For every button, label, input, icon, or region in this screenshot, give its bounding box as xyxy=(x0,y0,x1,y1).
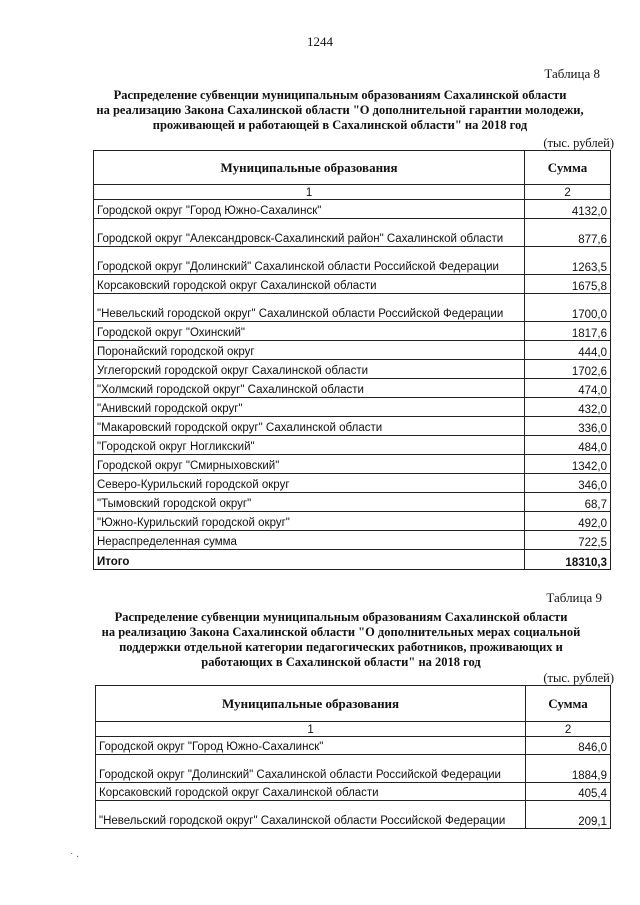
table8-row-value: 346,0 xyxy=(525,474,611,493)
table8-row-value: 336,0 xyxy=(525,417,611,436)
table8-row-name: "Южно-Курильский городской округ" xyxy=(94,512,525,531)
table8-row-name: "Городской округ Ногликский" xyxy=(94,436,525,455)
table9-heading-line-4: работающих в Сахалинской области" на 2018 год xyxy=(201,655,481,669)
table9-heading-line-3: поддержки отдельной категории педагогических работников, проживающих и xyxy=(119,640,563,654)
table8-row xyxy=(94,455,611,474)
table9 xyxy=(95,685,611,829)
table8-heading-line-1: Распределение субвенции муниципальным образованиям Сахалинской области xyxy=(113,88,567,102)
table8-col-number-1: 1 xyxy=(94,185,525,200)
table8-row xyxy=(94,275,611,294)
table8-total-label: Итого xyxy=(94,550,525,570)
table8-row-name: Корсаковский городской округ Сахалинской области xyxy=(94,275,525,294)
table8-row-value: 492,0 xyxy=(525,512,611,531)
table8-row-name: Углегорский городской округ Сахалинской области xyxy=(94,360,525,379)
table9-heading-line-2: на реализацию Закона Сахалинской области "О дополнительных мерах социальной xyxy=(101,625,581,639)
table8-row-name: Городской округ "Долинский" Сахалинской области Российской Федерации xyxy=(94,247,525,275)
table8-row xyxy=(94,341,611,360)
scan-mark: ˙ · xyxy=(70,852,80,863)
table8-row-name: "Анивский городской округ" xyxy=(94,398,525,417)
table9-row-value: 1884,9 xyxy=(526,755,611,783)
table8-label: Таблица 8 xyxy=(544,66,600,81)
table8-row-name: Поронайский городской округ xyxy=(94,341,525,360)
table9-row-value: 405,4 xyxy=(526,783,611,801)
table8-row-value: 1817,6 xyxy=(525,322,611,341)
table8-col-name-header: Муниципальные образования xyxy=(94,151,525,185)
table8-row xyxy=(94,247,611,275)
table8-row-value: 1675,8 xyxy=(525,275,611,294)
table8-col-sum-header: Сумма xyxy=(525,151,611,185)
table8-row-value: 474,0 xyxy=(525,379,611,398)
table9-row-name: Городской округ "Долинский" Сахалинской области Российской Федерации xyxy=(96,755,526,783)
table9-unit: (тыс. рублей) xyxy=(543,671,614,685)
table9-col-name-header: Муниципальные образования xyxy=(96,686,526,722)
table9-row-value: 846,0 xyxy=(526,737,611,755)
table8-row-value: 432,0 xyxy=(525,398,611,417)
table9-row xyxy=(96,755,611,783)
table8-row-value: 444,0 xyxy=(525,341,611,360)
table8-row-name: "Макаровский городской округ" Сахалинской области xyxy=(94,417,525,436)
table8-row xyxy=(94,200,611,219)
table9-col-number-2: 2 xyxy=(526,722,611,737)
table9-row xyxy=(96,737,611,755)
table8-row-name: Городской округ "Город Южно-Сахалинск" xyxy=(94,200,525,219)
table8-row-value: 1702,6 xyxy=(525,360,611,379)
table9-col-number-1: 1 xyxy=(96,722,526,737)
table8-row-name: Городской округ "Александровск-Сахалинский район" Сахалинской области xyxy=(94,219,525,247)
table8 xyxy=(93,150,611,570)
table8-heading-line-2: на реализацию Закона Сахалинской области "О дополнительной гарантии молодежи, xyxy=(96,103,584,117)
table8-heading xyxy=(80,88,600,133)
table8-row xyxy=(94,436,611,455)
table8-row xyxy=(94,360,611,379)
table8-row-name: Городской округ "Охинский" xyxy=(94,322,525,341)
table8-row-value: 484,0 xyxy=(525,436,611,455)
table9-label: Таблица 9 xyxy=(546,590,602,605)
table9-heading xyxy=(80,610,602,670)
table8-row-value: 1263,5 xyxy=(525,247,611,275)
table8-row xyxy=(94,379,611,398)
table9-row xyxy=(96,783,611,801)
table8-row-value: 877,6 xyxy=(525,219,611,247)
table8-row-value: 1342,0 xyxy=(525,455,611,474)
page-number: 1244 xyxy=(307,34,333,49)
table8-row-value: 1700,0 xyxy=(525,294,611,322)
table8-row xyxy=(94,474,611,493)
table8-row xyxy=(94,398,611,417)
table8-row xyxy=(94,531,611,550)
table8-row-name: Городской округ "Смирныховский" xyxy=(94,455,525,474)
table8-total-value: 18310,3 xyxy=(525,550,611,570)
table8-col-number-2: 2 xyxy=(525,185,611,200)
table8-row-name: "Холмский городской округ" Сахалинской области xyxy=(94,379,525,398)
table8-row-name: "Невельский городской округ" Сахалинской области Российской Федерации xyxy=(94,294,525,322)
table8-row xyxy=(94,512,611,531)
table9-row-name: Корсаковский городской округ Сахалинской области xyxy=(96,783,526,801)
table8-row-name: "Тымовский городской округ" xyxy=(94,493,525,512)
table9-heading-line-1: Распределение субвенции муниципальным образованиям Сахалинской области xyxy=(114,610,568,624)
table8-row-name: Нераспределенная сумма xyxy=(94,531,525,550)
table8-heading-line-3: проживающей и работающей в Сахалинской области" на 2018 год xyxy=(152,118,528,132)
table8-row-value: 68,7 xyxy=(525,493,611,512)
table8-unit: (тыс. рублей) xyxy=(543,136,614,150)
table9-row-value: 209,1 xyxy=(526,801,611,829)
table9-col-sum-header: Сумма xyxy=(526,686,611,722)
table8-row-value: 4132,0 xyxy=(525,200,611,219)
table9-row-name: "Невельский городской округ" Сахалинской области Российской Федерации xyxy=(96,801,526,829)
table9-row-name: Городской округ "Город Южно-Сахалинск" xyxy=(96,737,526,755)
table8-row xyxy=(94,219,611,247)
table8-row xyxy=(94,417,611,436)
table8-row xyxy=(94,294,611,322)
table8-row xyxy=(94,493,611,512)
table8-row-name: Северо-Курильский городской округ xyxy=(94,474,525,493)
table8-row xyxy=(94,322,611,341)
table9-row xyxy=(96,801,611,829)
table8-row-value: 722,5 xyxy=(525,531,611,550)
